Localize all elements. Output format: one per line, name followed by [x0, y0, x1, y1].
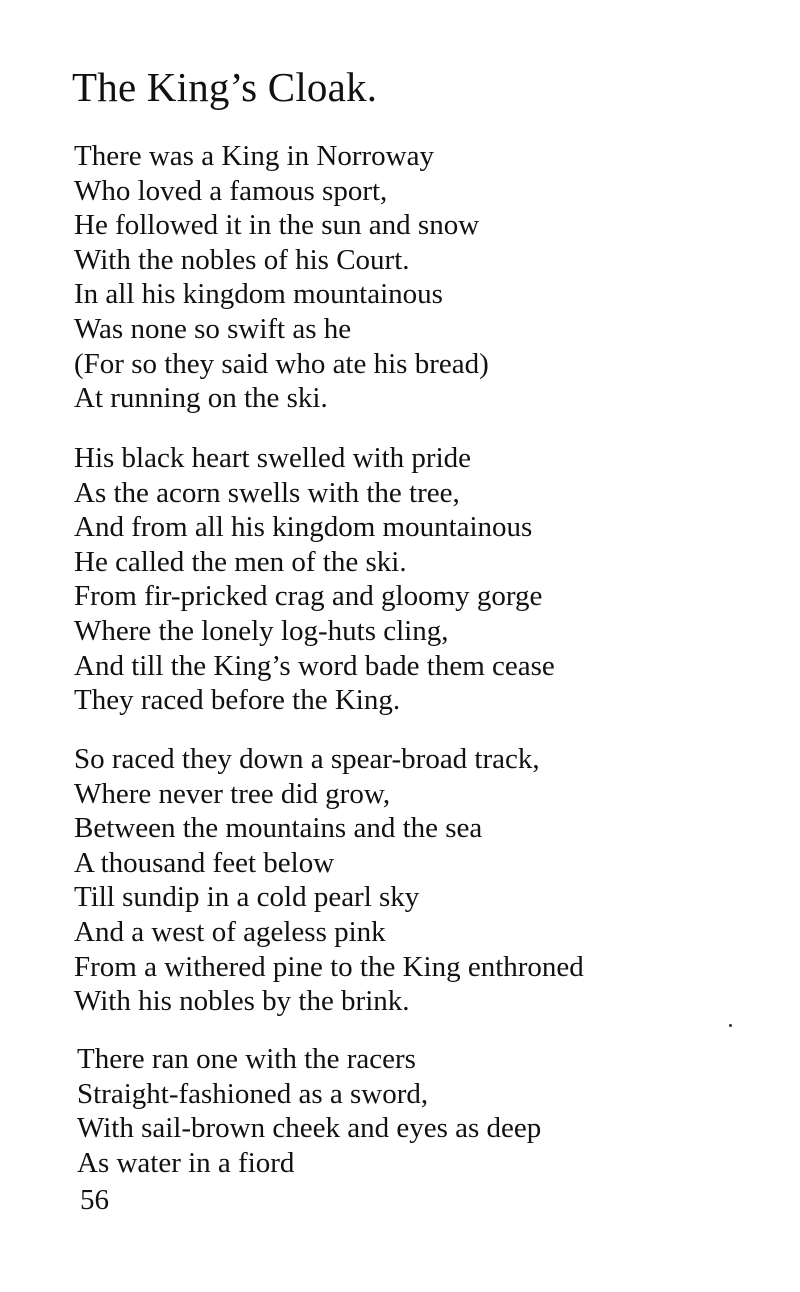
verse-line: They raced before the King. [74, 684, 401, 717]
print-speck [729, 1024, 732, 1027]
poem-title: The King’s Cloak. [72, 64, 378, 110]
verse-line: As water in a fiord [77, 1146, 295, 1179]
verse-line: He called the men of the ski. [74, 545, 407, 578]
verse-line: With his nobles by the brink. [74, 985, 410, 1018]
verse-line: Where the lonely log-huts cling, [74, 614, 449, 647]
verse-line: As the acorn swells with the tree, [74, 476, 460, 509]
verse-line: A thousand feet below [74, 846, 335, 879]
verse-line: And a west of ageless pink [74, 915, 386, 948]
verse-line: Who loved a famous sport, [74, 174, 388, 207]
verse-line: From fir-pricked crag and gloomy gorge [74, 580, 543, 613]
verse-line: At running on the ski. [74, 382, 328, 415]
stanza-4 [77, 1042, 541, 1180]
verse-line: He followed it in the sun and snow [74, 209, 480, 242]
stanza-3 [74, 742, 584, 1019]
verse-line: Where never tree did grow, [74, 777, 391, 810]
stanza-2 [74, 441, 555, 718]
verse-line: Between the mountains and the sea [74, 812, 483, 845]
verse-line: Was none so swift as he [74, 312, 352, 345]
verse-line: So raced they down a spear-broad track, [74, 743, 540, 775]
verse-line: His black heart swelled with pride [74, 442, 472, 474]
page-number: 56 [80, 1184, 109, 1216]
verse-line: Till sundip in a cold pearl sky [74, 881, 420, 914]
verse-line: From a withered pine to the King enthroned [74, 950, 584, 983]
verse-line: In all his kingdom mountainous [74, 278, 443, 311]
stanza-1 [74, 139, 489, 416]
verse-line: There ran one with the racers [77, 1043, 416, 1075]
verse-line: Straight-fashioned as a sword, [77, 1077, 429, 1110]
verse-line: With sail-brown cheek and eyes as deep [77, 1112, 542, 1145]
verse-line: With the nobles of his Court. [74, 243, 410, 276]
verse-line: (For so they said who ate his bread) [74, 347, 489, 380]
verse-line: There was a King in Norroway [74, 140, 434, 172]
verse-line: And till the King’s word bade them cease [74, 649, 555, 682]
verse-line: And from all his kingdom mountainous [74, 511, 533, 544]
